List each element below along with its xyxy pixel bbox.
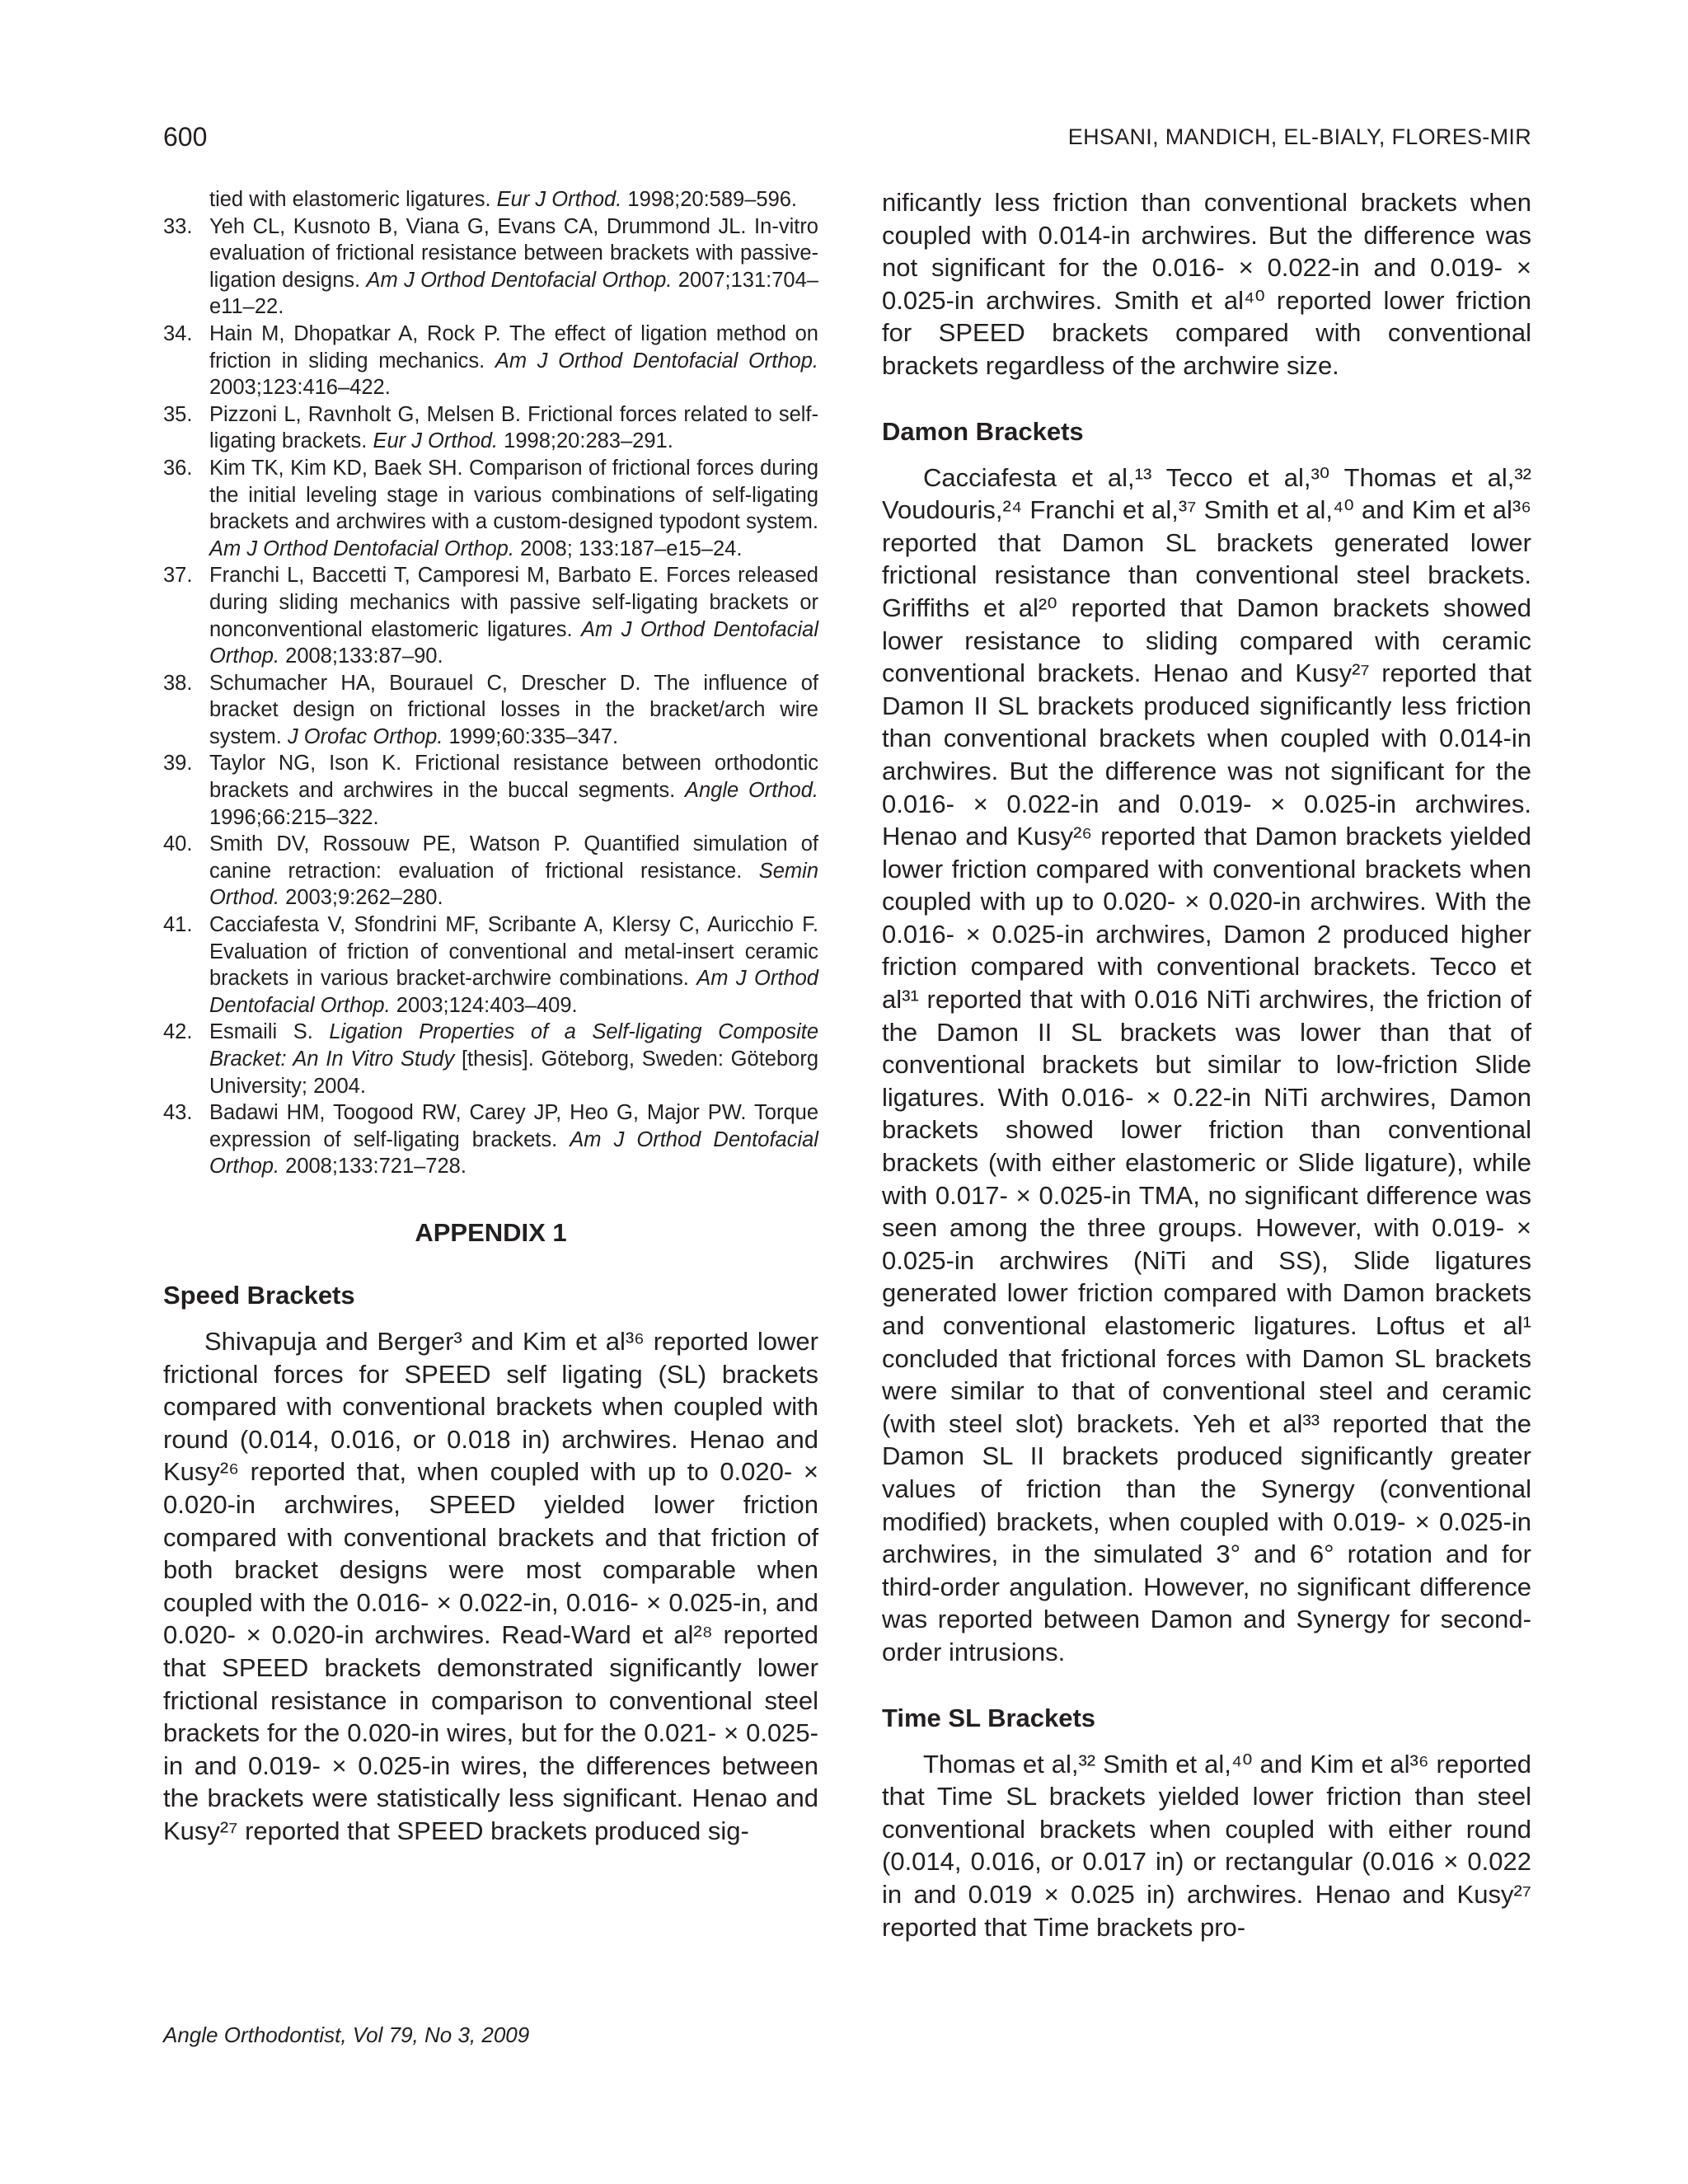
reference-43: 43. Badawi HM, Toogood RW, Carey JP, Heo G, Major PW. Torque expression of self-ligating brackets. Am J Orthod Dentofacial Orthop. 2008;133:721–728. [163,1101,818,1179]
reference-33: 33. Yeh CL, Kusnoto B, Viana G, Evans CA, Drummond JL. In-vitro evaluation of frictional resistance between brackets with passive-ligation designs. Am J Orthod Dentofacial Orthop. 2007;131:704–e11–22. [163,214,818,319]
reference-35: 35. Pizzoni L, Ravnholt G, Melsen B. Frictional forces related to self-ligating brackets. Eur J Orthod. 1998;20:283–291. [163,402,818,453]
reference-41: 41. Cacciafesta V, Sfondrini MF, Scribante A, Klersy C, Auricchio F. Evaluation of friction of conventional and metal-insert ceramic brackets in various bracket-archwire combinations. Am J Orthod Dentofacial Orthop. 2003;124:403–409. [163,913,818,1017]
reference-list [163,186,818,1180]
appendix-title: APPENDIX 1 [415,1217,567,1247]
reference-39: 39. Taylor NG, Ison K. Frictional resistance between orthodontic brackets and archwires in the buccal segments. Angle Orthod. 1996;66:215–322. [163,752,818,829]
time-sl-brackets-paragraph: Thomas et al,³² Smith et al,⁴⁰ and Kim et al³⁶ reported that Time SL brackets yielded lower friction than steel conventional brackets when coupled with either round (0.014, 0.016, or 0.017 in) or rectangular (0.016 × 0.022 in and 0.019 × 0.025 in) archwires. Henao and Kusy²⁷ reported that Time brackets pro- [882,1749,1531,1942]
running-head: EHSANI, MANDICH, EL-BIALY, FLORES-MIR [1067,124,1531,149]
damon-brackets-heading: Damon Brackets [882,416,1084,446]
speed-brackets-heading: Speed Brackets [163,1280,355,1310]
time-sl-brackets-heading: Time SL Brackets [882,1703,1096,1732]
reference-32-continued: tied with elastomeric ligatures. Eur J Orthod. 1998;20:589–596. [209,188,798,211]
journal-footer: Angle Orthodontist, Vol 79, No 3, 2009 [163,2022,530,2047]
page-number: 600 [163,122,208,152]
reference-38: 38. Schumacher HA, Bourauel C, Drescher D. The influence of bracket design on frictional losses in the bracket/arch wire system. J Orofac Orthop. 1999;60:335–347. [163,671,818,748]
damon-brackets-paragraph: Cacciafesta et al,¹³ Tecco et al,³⁰ Thomas et al,³² Voudouris,²⁴ Franchi et al,³⁷ Smith et al,⁴⁰ and Kim et al³⁶ reported that Damon SL brackets generated lower frictional resistance than conventional steel brackets. Griffiths et al²⁰ reported that Damon brackets showed lower resistance to sliding compared with ceramic conventional brackets. Henao and Kusy²⁷ reported that Damon II SL brackets produced significantly less friction than conventional brackets when coupled with 0.014-in archwires. But the difference was not significant for the 0.016- × 0.022-in and 0.019- × 0.025-in archwires. Henao and Kusy²⁶ reported that Damon brackets yielded lower friction compared with conventional brackets when coupled with up to 0.020- × 0.020-in archwires. With the 0.016- × 0.025-in archwires, Damon 2 produced higher friction compared with conventional brackets. Tecco et al³¹ reported that with 0.016 NiTi archwires, the friction of the Damon II SL brackets was lower than that of conventional brackets but similar to low-friction Slide ligatures. With 0.016- × 0.22-in NiTi archwires, Damon brackets showed lower friction than conventional brackets (with either elastomeric or Slide ligature), while with 0.017- × 0.025-in TMA, no significant difference was seen among the three groups. However, with 0.019- × 0.025-in archwires (NiTi and SS), Slide ligatures generated lower friction compared with Damon brackets and conventional elastomeric ligatures. Loftus et al¹ concluded that frictional forces with Damon SL brackets were similar to that of conventional steel and ceramic (with steel slot) brackets. Yeh et al³³ reported that the Damon SL II brackets produced significantly greater values of friction than the Synergy (conventional modified) brackets, when coupled with 0.019- × 0.025-in archwires, in the simulated 3° and 6° rotation and for third-order angulation. However, no significant difference was reported between Damon and Synergy for second-order intrusions. [882,462,1531,1666]
reference-37: 37. Franchi L, Baccetti T, Camporesi M, Barbato E. Forces released during sliding mechanics with passive self-ligating brackets or nonconventional elastomeric ligatures. Am J Orthod Dentofacial Orthop. 2008;133:87–90. [163,564,818,668]
speed-brackets-paragraph: Shivapuja and Berger³ and Kim et al³⁶ reported lower frictional forces for SPEED self ligating (SL) brackets compared with conventional brackets when coupled with round (0.014, 0.016, or 0.018 in) archwires. Henao and Kusy²⁶ reported that, when coupled with up to 0.020- × 0.020-in archwires, SPEED yielded lower friction compared with conventional brackets and that friction of both bracket designs were most comparable when coupled with the 0.016- × 0.022-in, 0.016- × 0.025-in, and 0.020- × 0.020-in archwires. Read-Ward et al²⁸ reported that SPEED brackets demonstrated significantly lower frictional resistance in comparison to conventional steel brackets for the 0.020-in wires, but for the 0.021- × 0.025-in and 0.019- × 0.025-in wires, the differences between the brackets were statistically less significant. Henao and Kusy²⁷ reported that SPEED brackets produced sig- [163,1326,818,1845]
reference-40: 40. Smith DV, Rossouw PE, Watson P. Quantified simulation of canine retraction: evaluation of frictional resistance. Semin Orthod. 2003;9:262–280. [163,832,818,910]
reference-42: 42. Esmaili S. Ligation Properties of a Self-ligating Composite Bracket: An In Vitro Study [thesis]. Göteborg, Sweden: Göteborg University; 2004. [163,1020,819,1098]
reference-34: 34. Hain M, Dhopatkar A, Rock P. The effect of ligation method on friction in sliding mechanics. Am J Orthod Dentofacial Orthop. 2003;123:416–422. [163,321,818,400]
right-column [882,186,1531,1943]
reference-36: 36. Kim TK, Kim KD, Baek SH. Comparison of frictional forces during the initial leveling stage in various combinations of self-ligating brackets and archwires with a custom-designed typodont system. Am J Orthod Dentofacial Orthop. 2008; 133:187–e15–24. [163,456,818,560]
left-column [163,186,818,1847]
speed-brackets-paragraph-continued: nificantly less friction than conventional brackets when coupled with 0.014-in archwires. But the difference was not significant for the 0.016- × 0.022-in and 0.019- × 0.025-in archwires. Smith et al⁴⁰ reported lower friction for SPEED brackets compared with conventional brackets regardless of the archwire size. [882,188,1531,380]
